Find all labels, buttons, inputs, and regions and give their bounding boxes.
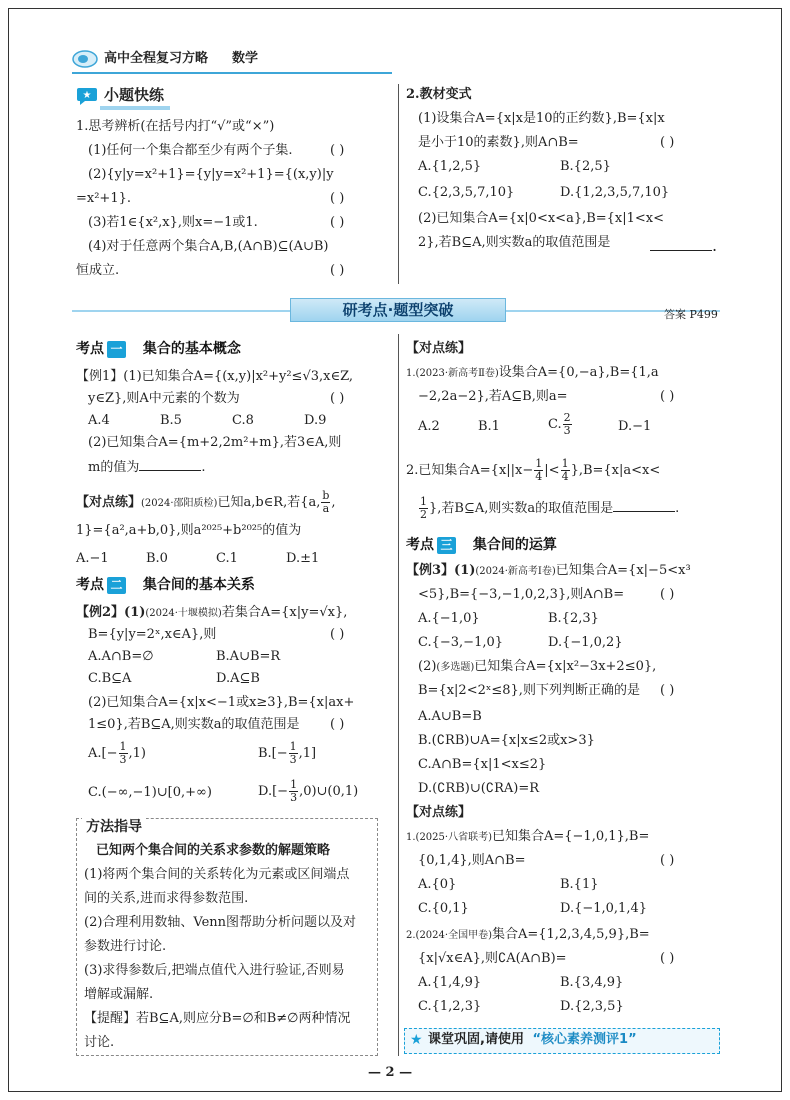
example-3-option-c: C.{−3,−1,0} [418,635,504,650]
example-2-line-1 [76,604,347,623]
answer-paren: ( ) [330,143,345,158]
answer-blank: . [650,236,717,255]
topic-title: 集合的基本概念 [142,341,241,357]
header-rule [72,72,392,74]
practice-2-q1-option-c: C. $\frac{2}{3}$ [548,411,571,437]
answer-blank [613,499,675,512]
practice-1-text: 已知a,b∈R,若{a, [217,495,321,510]
example-3-line-3: (2)(多选题)已知集合A={x|x²−3x+2≤0}, [418,659,657,674]
topic-heading-1 [76,340,241,358]
star-icon: ★ [410,1032,423,1048]
practice-source: (2024·邵阳质检) [141,498,218,509]
topic-title: 集合间的运算 [472,537,557,553]
practice-2-q2-line-2: $\frac{1}{2}$ },若B⊆A,则实数a的取值范围是 . [420,495,680,521]
star-icon [76,86,98,106]
example-3-tag: 【例3】(1) [406,563,476,578]
practice-3-q2-line-2: {x|√x∈A},则∁A(A∩B)= [418,951,567,966]
practice-1-option-c: C.1 [216,551,238,566]
answer-paren: ( ) [660,389,675,404]
topic-title: 集合间的基本关系 [142,577,255,593]
topic-heading-2 [76,576,255,594]
practice-2-q1-line-1 [406,364,659,383]
example-2-option-a: A.A∩B=∅ [88,649,154,664]
example-2-text: 若集合A={x|y=√x}, [221,605,348,620]
answer-paren: ( ) [660,135,675,150]
method-line: 【提醒】若B⊆A,则应分B=∅和B≠∅两种情况 [84,1011,351,1026]
q1-title: 1.思考辨析(在括号内打“√”或“×”) [76,119,275,134]
practice-3-q2-text: 集合A={1,2,3,4,5,9},B= [491,927,650,942]
topic-label: 考点 [76,341,104,357]
method-title: 方法指导 [82,818,146,836]
method-line: 讨论. [84,1035,115,1050]
section-banner: 研考点·题型突破 [290,298,506,322]
practice-source: 1.(2023·新高考Ⅱ卷) [406,368,499,379]
q2-item-1: (1)设集合A={x|x是10的正约数},B={x|x [418,111,665,126]
example-2-option-d: D.A⊆B [216,671,260,686]
answer-paren: ( ) [660,683,675,698]
answer-blank [139,458,201,471]
example-3-option-d: D.{−1,0,2} [548,635,623,650]
practice-3-q2-option-a: A.{1,4,9} [418,975,482,990]
q1-item-4-cont: 恒成立. [76,263,120,278]
answer-paren: ( ) [330,215,345,230]
practice-1-option-b: B.0 [146,551,168,566]
q2-title: 2.教材变式 [406,87,472,102]
method-line: 参数进行讨论. [84,939,167,954]
practice-3-q1-option-c: C.{0,1} [418,901,469,916]
q2-item-2-cont: 2},若B⊆A,则实数a的取值范围是 [418,235,611,250]
practice-3-q1-line-1 [406,828,649,847]
topic-number-badge: 一 [107,341,126,358]
section-title: 小题快练 [104,86,165,104]
practice-1-line-1 [76,488,336,519]
svg-text:★: ★ [82,90,92,101]
example-1-line-1: 【例1】(1)已知集合A={(x,y)|x²+y²≤√3,x∈Z, [76,369,354,384]
example-3-option-b2: B.(∁RB)∪A={x|x≤2或x>3} [418,733,595,748]
answer-paren: ( ) [660,853,675,868]
fraction-b-over-a: $\frac{b}{a}$ [322,489,330,515]
example-1-line-3: (2)已知集合A={m+2,2m²+m},若3∈A,则 [88,435,342,450]
topic-number-badge: 二 [107,577,126,594]
book-logo-icon [72,50,98,68]
practice-3-q1-option-a: A.{0} [418,877,457,892]
q1-item-2-cont: =x²+1}. [76,191,132,206]
practice-2-q1-line-2: −2,2a−2},若A⊆B,则a= [418,389,568,404]
page-number: — 2 — [368,1065,413,1080]
q2-option-d: D.{1,2,3,5,7,10} [560,185,670,200]
q1-item-4: (4)对于任意两个集合A,B,(A∩B)⊆(A∪B) [88,239,329,254]
example-2-tag: 【例2】(1) [76,605,146,620]
practice-source: 1.(2025·八省联考) [406,832,492,843]
column-divider [398,334,399,1056]
method-line: 增解或漏解. [84,987,154,1002]
example-3-option-d2: D.(∁RB)∪(∁RA)=R [418,781,540,796]
answer-paren: ( ) [330,627,345,642]
q2-item-1-cont: 是小于10的素数},则A∩B= [418,135,579,150]
q2-option-a: A.{1,2,5} [418,159,482,174]
example-2-line-4: 1≤0},若B⊆A,则实数a的取值范围是 [88,717,300,732]
example-2-source: (2024·十堰模拟) [145,608,222,619]
example-3-line-1 [406,562,691,581]
answer-paren: ( ) [660,951,675,966]
answer-paren: ( ) [330,263,345,278]
practice-3-q2-option-c: C.{1,2,3} [418,999,482,1014]
practice-3-q2-line-1 [406,926,650,945]
practice-3-q2-option-d: D.{2,3,5} [560,999,624,1014]
topic-label: 考点 [76,577,104,593]
method-line: (1)将两个集合间的关系转化为元素或区间端点 [84,867,350,882]
topic-number-badge: 三 [437,537,456,554]
example-3-source: (2024·新高考Ⅰ卷) [475,566,556,577]
answer-paren: ( ) [330,391,345,406]
column-divider-top [398,84,399,284]
method-line: (3)求得参数后,把端点值代入进行验证,否则易 [84,963,345,978]
example-1-option-a: A.4 [88,413,110,428]
example-1-line-4-text: m的值为 [88,460,140,475]
answer-paren: ( ) [330,191,345,206]
practice-2-q1-option-d: D.−1 [618,419,652,434]
answer-paren: ( ) [330,717,345,732]
answer-paren: ( ) [660,587,675,602]
q2-option-b: B.{2,5} [560,159,611,174]
practice-2-q1-text: 设集合A={0,−a},B={1,a [498,365,659,380]
q1-item-1: (1)任何一个集合都至少有两个子集. [88,143,293,158]
practice-1-option-a: A.−1 [76,551,109,566]
practice-3-q1-line-2: {0,1,4},则A∩B= [418,853,526,868]
practice-1-comma: , [331,495,336,510]
classroom-note-text: 课堂巩固,请使用 “核心素养测评1” [428,1032,637,1047]
method-heading: 已知两个集合间的关系求参数的解题策略 [96,843,331,858]
practice-1-line-2: 1}={a²,a+b,0},则a²⁰²⁵+b²⁰²⁵的值为 [76,523,302,538]
section-underline [100,106,170,110]
example-3-option-b: B.{2,3} [548,611,599,626]
method-line: (2)合理利用数轴、Venn图帮助分析问题以及对 [84,915,357,930]
practice-1-option-d: D.±1 [286,551,320,566]
example-3-text: 已知集合A={x|−5<x³ [555,563,691,578]
example-2-option-b2: B.[− $\frac{1}{3}$ ,1] [258,740,317,766]
example-1-line-4: m的值为 . [88,460,206,475]
example-1-line-2: y∈Z},则A中元素的个数为 [88,391,240,406]
practice-2-q2-line-1: 2.已知集合A={x||x− $\frac{1}{4}$ |< $\frac{1}{4}$ },B={x|a<x< [406,457,661,483]
q2-item-2: (2)已知集合A={x|0<x<a},B={x|1<x< [418,211,665,226]
practice-tag: 【对点练】 [406,341,472,356]
practice-source: 2.(2024·全国甲卷) [406,930,492,941]
example-2-line-3: (2)已知集合A={x|x<−1或x≥3},B={x|ax+ [88,695,355,710]
example-1-option-d: D.9 [304,413,327,428]
practice-3-q2-option-b: B.{3,4,9} [560,975,624,990]
q1-item-2: (2){y|y=x²+1}={y|y=x²+1}={(x,y)|y [88,167,334,182]
q1-item-3: (3)若1∈{x²,x},则x=−1或1. [88,215,258,230]
example-2-option-a2: A.[− $\frac{1}{3}$ ,1) [88,740,146,766]
practice-tag: 【对点练】 [406,805,472,820]
topic-heading-3 [406,536,557,554]
example-2-option-c: C.B⊆A [88,671,132,686]
topic-label: 考点 [406,537,434,553]
answer-reference: 答案 P499 [664,308,718,321]
practice-tag: 【对点练】 [76,495,142,510]
example-2-option-c2: C.(−∞,−1)∪[0,+∞) [88,785,212,800]
practice-3-q1-option-d: D.{−1,0,1,4} [560,901,648,916]
example-3-option-c2: C.A∩B={x|1<x≤2} [418,757,547,772]
book-title: 高中全程复习方略 [104,51,209,66]
method-line: 间的关系,进而求得参数范围. [84,891,249,906]
example-2-option-d2: D.[− $\frac{1}{3}$ ,0)∪(0,1) [258,778,359,804]
q2-option-c: C.{2,3,5,7,10} [418,185,515,200]
practice-2-q1-option-a: A.2 [418,419,440,434]
practice-3-q1-text: 已知集合A={−1,0,1},B= [491,829,650,844]
example-1-option-b: B.5 [160,413,182,428]
practice-2-q1-option-b: B.1 [478,419,500,434]
example-3-line-4: B={x|2<2ˣ≤8},则下列判断正确的是 [418,683,640,698]
practice-3-q1-option-b: B.{1} [560,877,599,892]
example-2-option-b: B.A∪B=R [216,649,281,664]
subject-label: 数学 [232,51,259,66]
example-2-line-2: B={y|y=2ˣ,x∈A},则 [88,627,217,642]
example-3-option-a: A.{−1,0} [418,611,480,626]
example-3-line-2: <5},B={−3,−1,0,2,3},则A∩B= [418,587,625,602]
example-1-option-c: C.8 [232,413,254,428]
example-3-option-a2: A.A∪B=B [418,709,482,724]
